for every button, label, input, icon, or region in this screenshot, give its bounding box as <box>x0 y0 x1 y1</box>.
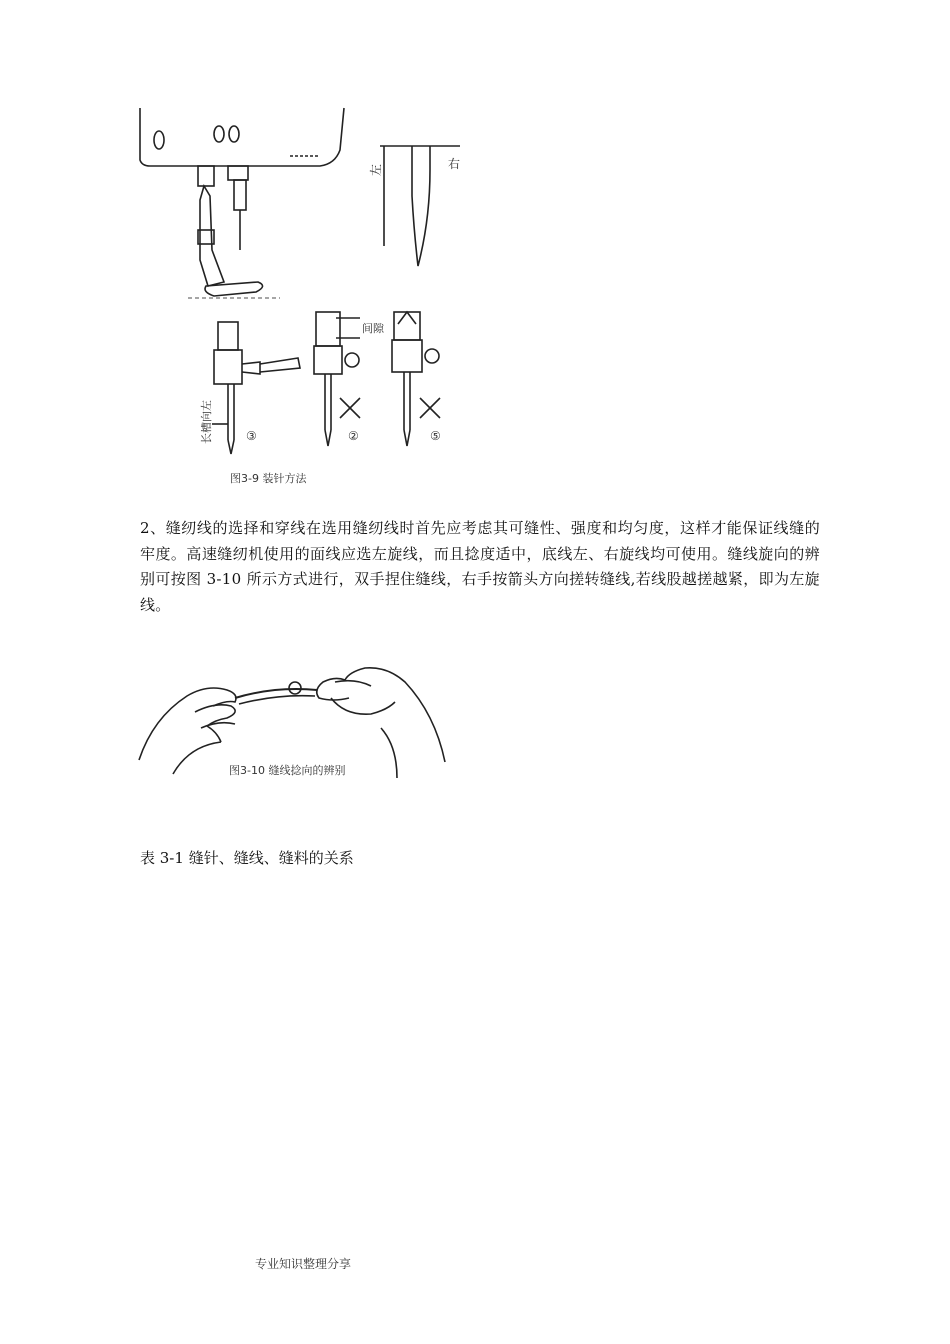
page-footer: 专业知识整理分享 <box>255 1257 352 1271</box>
figure-3-10 <box>135 650 450 790</box>
mark-3: ⑤ <box>430 429 441 443</box>
label-groove: 长槽向左 <box>200 400 213 444</box>
mark-2: ② <box>348 429 359 443</box>
figure-3-9-drawing <box>130 100 475 495</box>
mark-1: ③ <box>246 429 257 443</box>
figure-3-10-caption: 图3-10 缝线捻向的辨别 <box>229 764 346 777</box>
figure-3-10-drawing <box>135 650 450 790</box>
table-caption: 表 3-1 缝针、缝线、缝料的关系 <box>140 849 354 867</box>
label-left: 左 <box>369 163 383 176</box>
figure-3-9-caption: 图3-9 装针方法 <box>230 472 307 485</box>
label-right: 右 <box>448 157 461 171</box>
figure-3-9 <box>130 100 475 495</box>
label-gap: 间隙 <box>362 322 384 335</box>
body-paragraph: 2、缝纫线的选择和穿线在选用缝纫线时首先应考虑其可缝性、强度和均匀度，这样才能保证线缝的牢度。高速缝纫机使用的面线应选左旋线，而且捻度适中，底线左、右旋线均可使用。缝线旋向的辨别可按图 3-10 所示方式进行，双手捏住缝线，右手按箭头方向搓转缝线,若线股越搓越紧，即为左旋线。 <box>140 519 820 614</box>
